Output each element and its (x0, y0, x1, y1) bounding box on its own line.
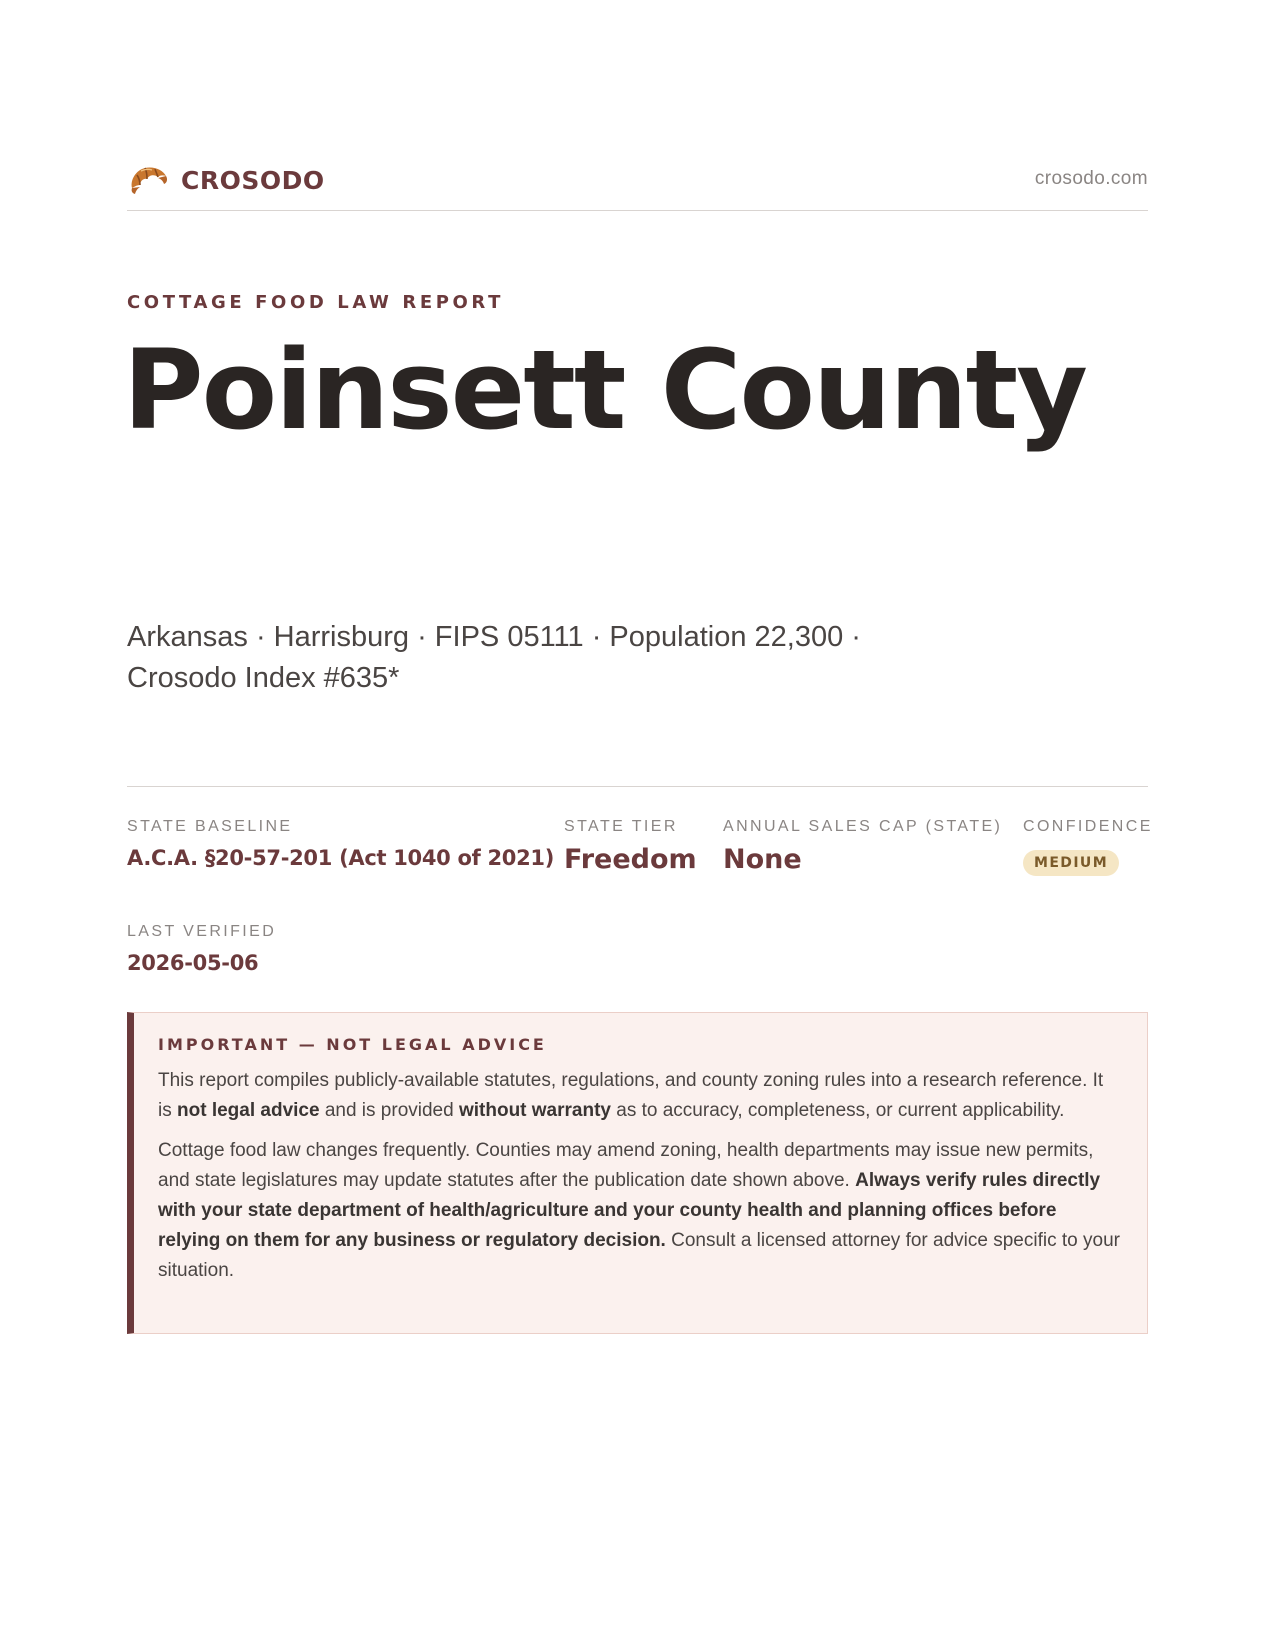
fact-value: None (723, 844, 802, 875)
disclaimer-text: as to accuracy, completeness, or current applicability. (610, 1100, 1065, 1121)
fact-label: STATE TIER (564, 818, 678, 835)
county-subtitle (127, 617, 927, 699)
page-header (127, 158, 1148, 211)
fact-value: Freedom (564, 844, 697, 875)
fact-value: A.C.A. §20-57-201 (Act 1040 of 2021) (127, 846, 554, 870)
fact-state-baseline (127, 818, 554, 870)
fact-sales-cap (723, 818, 1002, 875)
facts-divider (127, 786, 1148, 787)
brand (127, 162, 325, 198)
site-url[interactable]: crosodo.com (1034, 168, 1148, 189)
subtitle-line-2: Crosodo Index #635* (127, 662, 400, 694)
fact-label: CONFIDENCE (1023, 818, 1153, 835)
legal-disclaimer (127, 1012, 1148, 1334)
fact-label: ANNUAL SALES CAP (STATE) (723, 818, 1003, 835)
brand-name: CROSODO (181, 165, 325, 195)
disclaimer-text: Consult a licensed attorney for advice specific to your situation. (158, 1230, 1120, 1281)
disclaimer-text: Cottage food law changes frequently. Counties may amend zoning, health departments may issue new permits, and state legislatures may update statutes after the publication date shown above. (158, 1140, 1094, 1191)
disclaimer-text: and is provided (319, 1100, 459, 1121)
fact-value: 2026-05-06 (127, 951, 259, 975)
disclaimer-paragraph-1 (158, 1066, 1121, 1126)
confidence-badge: MEDIUM (1023, 850, 1119, 876)
disclaimer-title: IMPORTANT — NOT LEGAL ADVICE (158, 1035, 547, 1054)
fact-label: STATE BASELINE (127, 818, 293, 835)
fact-state-tier (564, 818, 697, 875)
report-eyebrow: COTTAGE FOOD LAW REPORT (127, 292, 504, 313)
disclaimer-text: This report compiles publicly-available statutes, regulations, and county zoning rules into a research reference. It is (158, 1070, 1104, 1121)
fact-confidence (1023, 818, 1153, 876)
croissant-icon (127, 162, 169, 198)
disclaimer-emphasis: Always verify rules directly with your state department of health/agriculture and your county health and planning offices before relying on them for any business or regulatory decision. (158, 1170, 1101, 1251)
fact-label: LAST VERIFIED (127, 923, 277, 940)
county-title: Poinsett County (123, 326, 1086, 454)
disclaimer-emphasis: not legal advice (177, 1100, 320, 1121)
subtitle-line-1: Arkansas · Harrisburg · FIPS 05111 · Population 22,300 · (127, 621, 861, 653)
disclaimer-emphasis: without warranty (458, 1100, 611, 1121)
fact-last-verified (127, 923, 276, 975)
disclaimer-paragraph-2 (158, 1136, 1121, 1286)
